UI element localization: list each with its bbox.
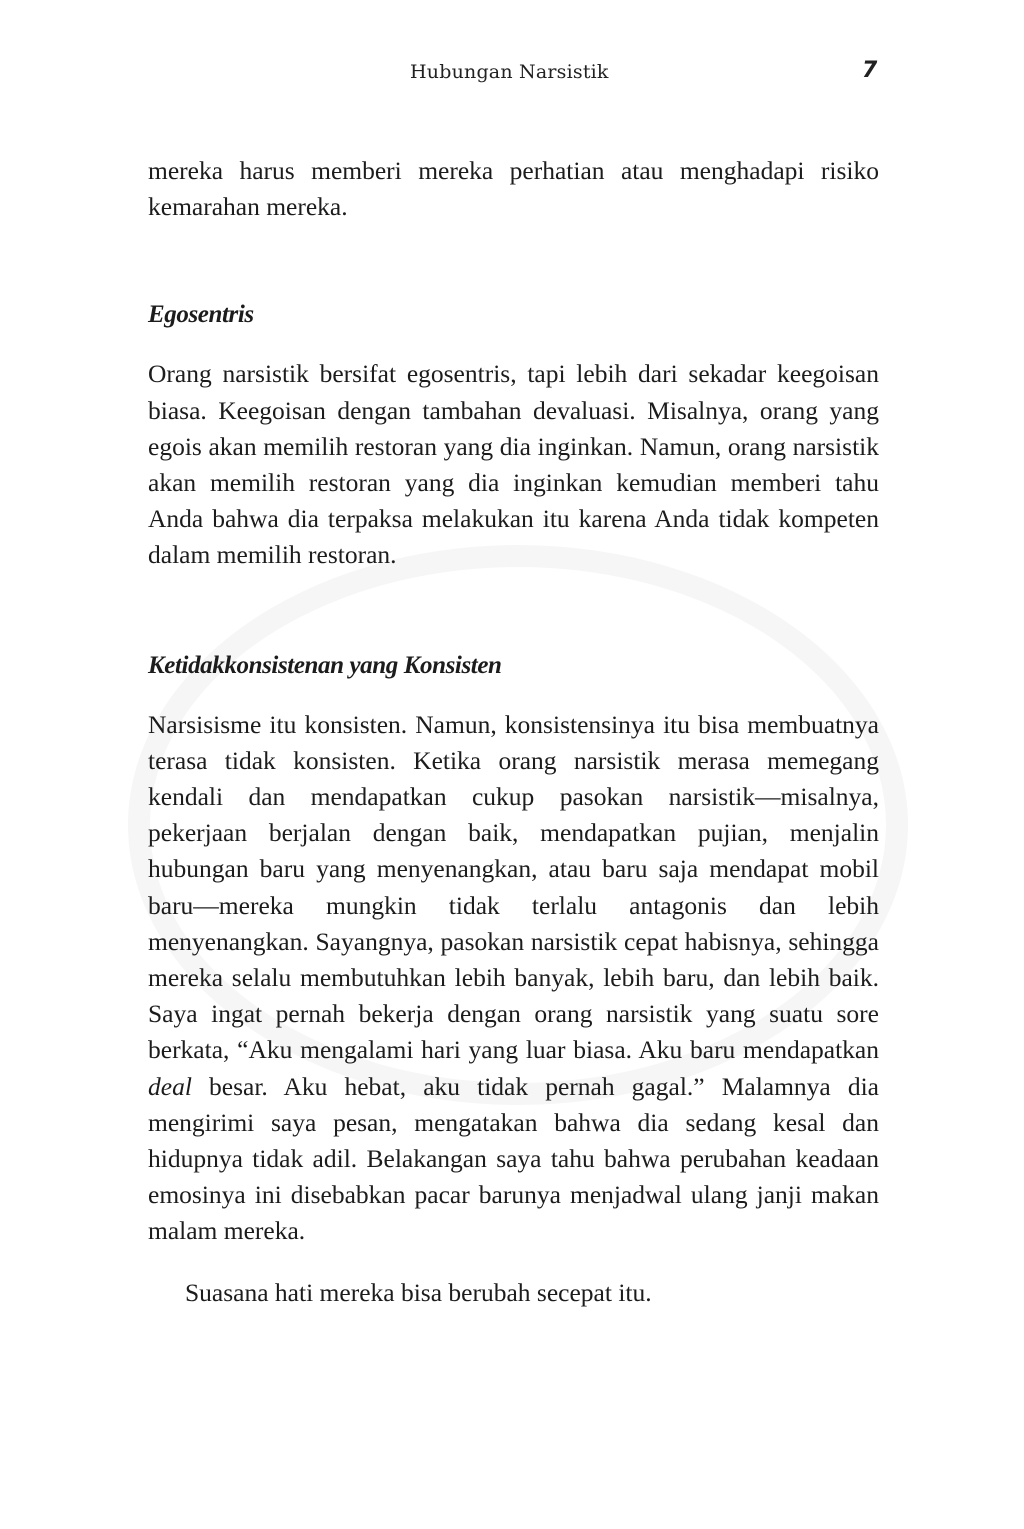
spacer <box>148 684 879 707</box>
paragraph-text: Narsisisme itu konsisten. Namun, konsistensinya itu bisa membuatnya terasa tidak konsisten. Ketika orang narsistik merasa memegang kendali dan mendapatkan cukup pasokan narsistik—misalnya, pekerjaan berjalan dengan baik, mendapatkan pujian, menjalin hubungan baru yang menyenangkan, atau baru saja mendapat mobil baru—mereka mungkin tidak terlalu antagonis dan lebih menyenangkan. Sayangnya, pasokan narsistik cepat habisnya, sehingga mereka selalu membutuhkan lebih banyak, lebih baru, dan lebih baik. Saya ingat pernah bekerja dengan orang narsistik yang suatu sore berkata, “Aku mengalami hari yang luar biasa. Aku baru mendapatkan <box>148 709 879 1065</box>
italic-term: deal <box>148 1071 192 1101</box>
spacer <box>148 1250 879 1275</box>
closing-paragraph: Suasana hati mereka bisa berubah secepat itu. <box>185 1277 652 1307</box>
spacer <box>148 225 879 297</box>
section-heading-egosentris: Egosentris <box>148 301 254 329</box>
running-header <box>0 58 1024 92</box>
page-number: 7 <box>862 58 878 83</box>
intro-paragraph: mereka harus memberi mereka perhatian atau menghadapi risiko kemarahan mereka. <box>148 156 879 222</box>
spacer <box>148 333 879 356</box>
section-paragraph <box>148 707 879 1250</box>
paragraph-text: besar. Aku hebat, aku tidak pernah gagal.” Malamnya dia mengirimi saya pesan, mengatakan bahwa dia sedang kesal dan hidupnya tidak adil. Belakangan saya tahu bahwa perubahan keadaan emosinya ini disebabkan pacar barunya menjadwal ulang janji makan malam mereka. <box>148 1071 879 1246</box>
running-title: Hubungan Narsistik <box>410 61 609 83</box>
page-body <box>148 153 879 1311</box>
section-heading-ketidakkonsistenan: Ketidakkonsistenan yang Konsisten <box>148 651 502 679</box>
section-paragraph: Orang narsistik bersifat egosentris, tapi lebih dari sekadar keegoisan biasa. Keegoisan dengan tambahan devaluasi. Misalnya, orang yang egois akan memilih restoran yang dia inginkan. Namun, orang narsistik akan memilih restoran yang dia inginkan kemudian memberi tahu Anda bahwa dia terpaksa melakukan itu karena Anda tidak kompeten dalam memilih restoran. <box>148 359 879 570</box>
spacer <box>148 574 879 648</box>
